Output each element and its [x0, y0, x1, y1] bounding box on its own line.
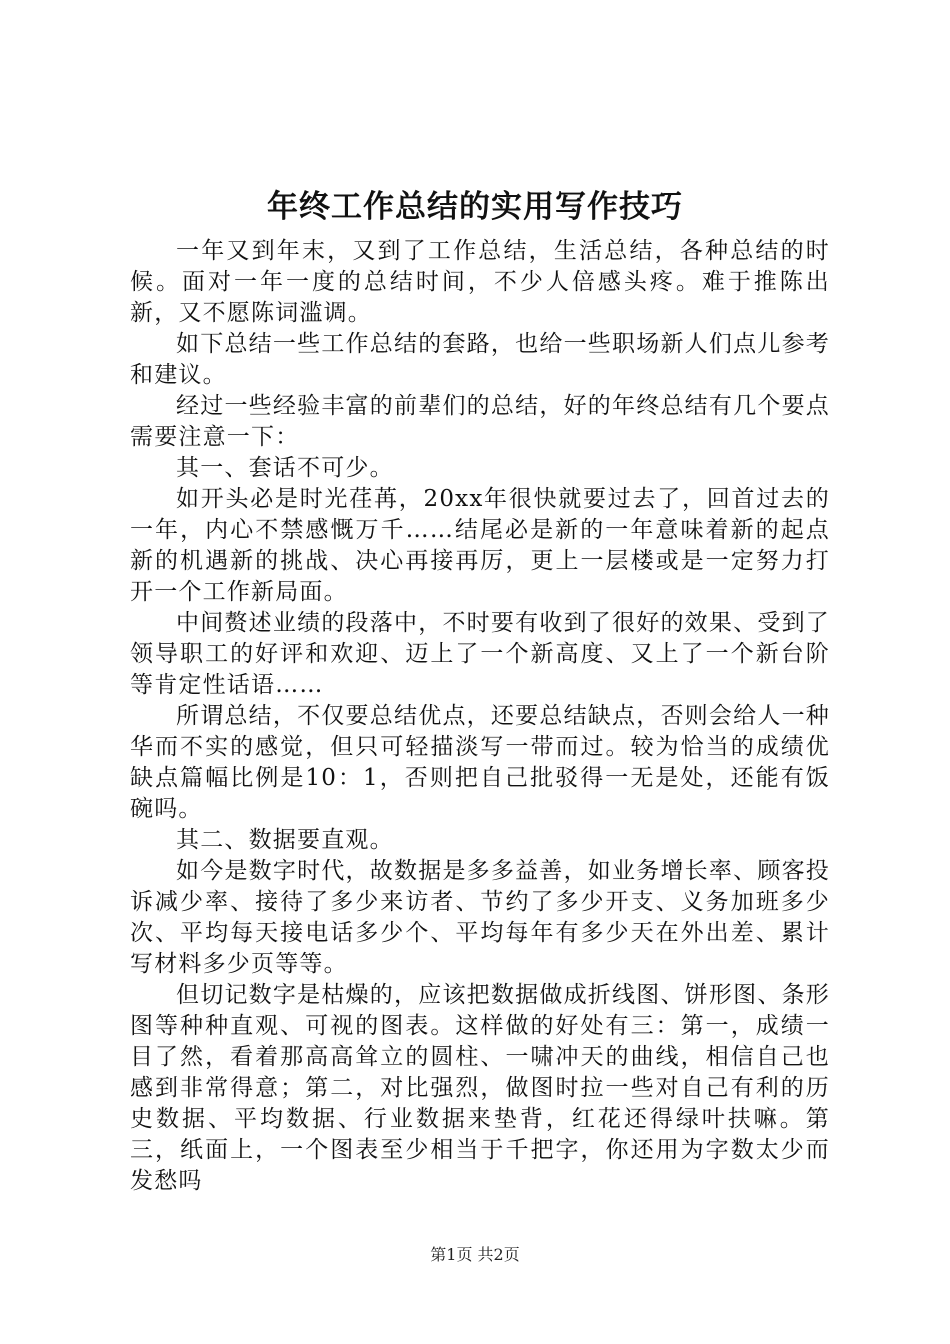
page-footer: 第1页 共2页: [430, 1245, 520, 1264]
paragraph: 所谓总结，不仅要总结优点，还要总结缺点，否则会给人一种华而不实的感觉，但只可轻描淡写一带而过。较为恰当的成绩优缺点篇幅比例是10：1，否则把自己批驳得一无是处，还能有饭碗吗。: [130, 703, 830, 822]
section-heading: 其一、套话不可少。: [176, 455, 394, 481]
paragraph: 但切记数字是枯燥的，应该把数据做成折线图、饼形图、条形图等种种直观、可视的图表。这样做的好处有三：第一，成绩一目了然，看着那高高耸立的圆柱、一啸冲天的曲线，相信自己也感到非常得意；第二，对比强烈，做图时拉一些对自己有利的历史数据、平均数据、行业数据来垫背，红花还得绿叶扶嘛。第三，纸面上，一个图表至少相当于千把字，你还用为字数太少而发愁吗: [130, 982, 830, 1194]
document-body: [130, 236, 830, 1197]
paragraph: 经过一些经验丰富的前辈们的总结，好的年终总结有几个要点需要注意一下：: [130, 393, 830, 450]
paragraph: 一年又到年末，又到了工作总结，生活总结，各种总结的时候。面对一年一度的总结时间，不少人倍感头疼。难于推陈出新，又不愿陈词滥调。: [130, 238, 830, 326]
paragraph: 如今是数字时代，故数据是多多益善，如业务增长率、顾客投诉减少率、接待了多少来访者、节约了多少开支、义务加班多少次、平均每天接电话多少个、平均每年有多少天在外出差、累计写材料多少页等等。: [130, 858, 830, 977]
paragraph: 中间赘述业绩的段落中，不时要有收到了很好的效果、受到了领导职工的好评和欢迎、迈上了一个新高度、又上了一个新台阶等肯定性话语……: [130, 610, 830, 698]
paragraph: 如下总结一些工作总结的套路，也给一些职场新人们点儿参考和建议。: [130, 331, 830, 388]
section-heading: 其二、数据要直观。: [176, 827, 394, 853]
paragraph: 如开头必是时光荏苒，20xx年很快就要过去了，回首过去的一年，内心不禁感慨万千……结尾必是新的一年意味着新的起点新的机遇新的挑战、决心再接再厉，更上一层楼或是一定努力打开一个工作新局面。: [130, 486, 830, 605]
document-title: 年终工作总结的实用写作技巧: [267, 189, 683, 225]
